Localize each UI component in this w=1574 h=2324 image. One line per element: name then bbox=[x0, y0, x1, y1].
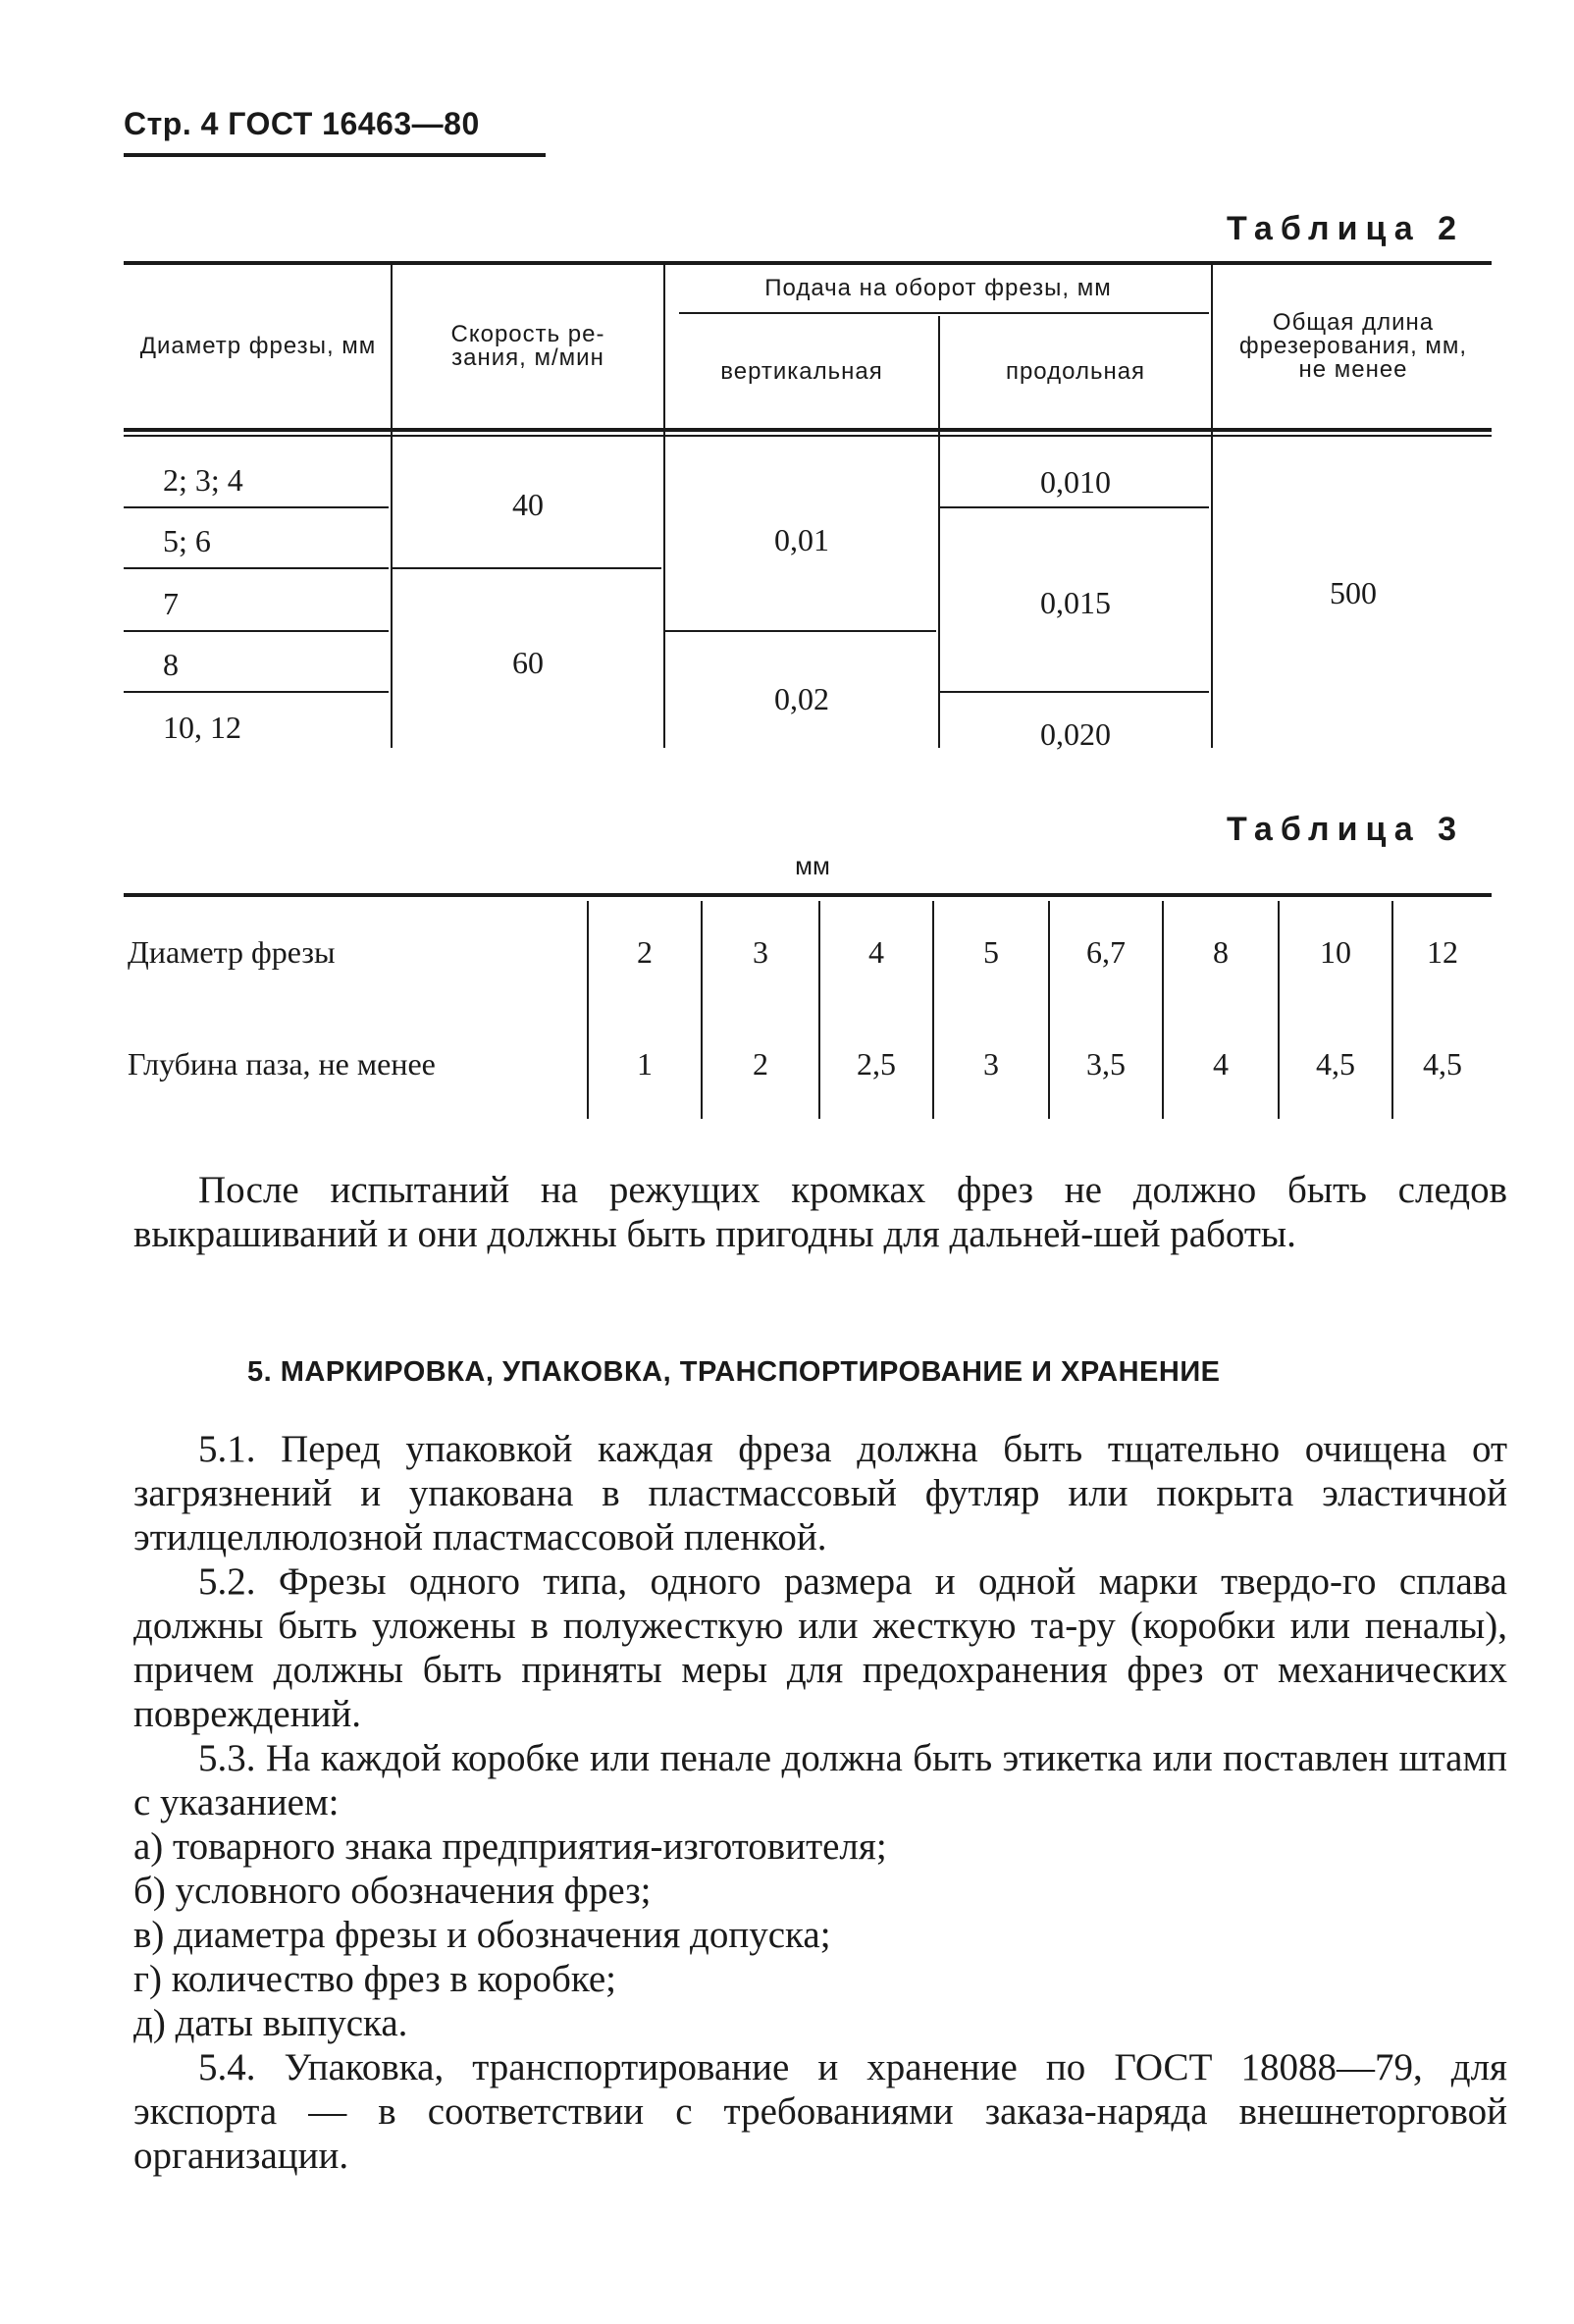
table2-diameter: 7 bbox=[163, 585, 179, 621]
section5-title: 5. МАРКИРОВКА, УПАКОВКА, ТРАНСПОРТИРОВАНИЕ И ХРАНЕНИЕ bbox=[247, 1356, 1221, 1388]
table3-cell: 3 bbox=[753, 933, 768, 970]
table2-header-feed-group: Подача на оборот фрезы, мм bbox=[764, 275, 1112, 301]
table2-sep bbox=[940, 506, 1209, 508]
table3-cell: 4,5 bbox=[1423, 1045, 1462, 1082]
table2-vertical-feed: 0,02 bbox=[774, 680, 829, 716]
table2-header-feed-longitudinal: продольная bbox=[1005, 358, 1146, 385]
table2-longitudinal-feed: 0,015 bbox=[1040, 584, 1111, 620]
table2-header-rule bbox=[124, 428, 1492, 432]
table2-header-rule-2 bbox=[124, 435, 1492, 437]
header-rule bbox=[124, 153, 546, 157]
table2-header-speed: Скорость ре-зания, м/мин bbox=[450, 321, 605, 371]
list-item: б) условного обозначения фрез; bbox=[133, 1870, 652, 1912]
table2-total-length: 500 bbox=[1330, 574, 1377, 610]
table2-feed-group-rule bbox=[679, 312, 1209, 314]
list-item: в) диаметра фрезы и обозначения допуска; bbox=[133, 1914, 831, 1956]
paragraph-after-tests-text: После испытаний на режущих кромках фрез не должно быть следов выкрашиваний и они должны быть пригодны для дальней-шей работы. bbox=[133, 1169, 1507, 1255]
table2-sep bbox=[124, 630, 389, 632]
table3-cell: 5 bbox=[983, 933, 999, 970]
table3-cell: 2,5 bbox=[857, 1045, 896, 1082]
table2-vline-3 bbox=[938, 316, 940, 748]
table2-diameter: 2; 3; 4 bbox=[163, 461, 243, 498]
paragraph-after-tests bbox=[133, 1168, 1507, 1256]
table3-unit: мм bbox=[795, 850, 830, 880]
table3-cell: 10 bbox=[1320, 933, 1351, 970]
table3-cell: 4 bbox=[1213, 1045, 1229, 1082]
table3-cell: 2 bbox=[753, 1045, 768, 1082]
table3-cell: 4,5 bbox=[1316, 1045, 1355, 1082]
paragraph-5-1: 5.1. Перед упаковкой каждая фреза должна быть тщательно очищена от загрязнений и упакована в пластмассовый футляр или покрыта эластичной этилцеллюлозной пластмассовой пленкой. bbox=[133, 1428, 1507, 1558]
table2-vline-1 bbox=[391, 265, 393, 748]
table2-longitudinal-feed: 0,010 bbox=[1040, 463, 1111, 500]
table2-vertical-feed: 0,01 bbox=[774, 521, 829, 557]
table3-caption: Таблица 3 bbox=[1227, 811, 1465, 848]
table3-cell: 3 bbox=[983, 1045, 999, 1082]
table2-header-feed-vertical: вертикальная bbox=[720, 358, 883, 385]
table2-speed: 40 bbox=[512, 486, 544, 522]
table3-cell: 6,7 bbox=[1086, 933, 1126, 970]
table3-top-rule bbox=[124, 893, 1492, 897]
table3-cell: 1 bbox=[637, 1045, 653, 1082]
table2-diameter: 10, 12 bbox=[163, 709, 241, 745]
paragraph-5-2: 5.2. Фрезы одного типа, одного размера и одной марки твердо-го сплава должны быть уложены в полужесткую или жесткую та-ру (коробки или пеналы), причем должны быть приняты меры для предохранения фрез от механических повреждений. bbox=[133, 1560, 1507, 1735]
table2-sep bbox=[124, 506, 389, 508]
table2-sep bbox=[940, 691, 1209, 693]
table2-header-total-length: Общая длина фрезерования, мм, не менее bbox=[1238, 309, 1468, 383]
table3-cell: 3,5 bbox=[1086, 1045, 1126, 1082]
paragraph-5-3: 5.3. На каждой коробке или пенале должна быть этикетка или поставлен штамп с указанием: bbox=[133, 1737, 1507, 1823]
table2-caption: Таблица 2 bbox=[1227, 210, 1465, 247]
table2-vline-2 bbox=[663, 265, 665, 748]
table3-cell: 8 bbox=[1213, 933, 1229, 970]
table2-diameter: 8 bbox=[163, 646, 179, 682]
table3-cell: 12 bbox=[1427, 933, 1458, 970]
table2-sep bbox=[124, 567, 389, 569]
table2-sep bbox=[124, 691, 389, 693]
list-item: а) товарного знака предприятия-изготовителя; bbox=[133, 1825, 887, 1868]
table3-row-label: Диаметр фрезы bbox=[128, 933, 336, 970]
table2-vline-4 bbox=[1211, 265, 1213, 748]
table2-longitudinal-feed: 0,020 bbox=[1040, 715, 1111, 752]
table2-sep bbox=[665, 630, 936, 632]
section5-body bbox=[133, 1427, 1507, 2178]
paragraph-5-4: 5.4. Упаковка, транспортирование и хранение по ГОСТ 18088—79, для экспорта — в соответствии с требованиями заказа-наряда внешнеторговой организации. bbox=[133, 2046, 1507, 2177]
table2-sep bbox=[393, 567, 661, 569]
table3-row-label: Глубина паза, не менее bbox=[128, 1045, 436, 1082]
list-item: г) количество фрез в коробке; bbox=[133, 1958, 616, 2000]
table3-cell: 4 bbox=[868, 933, 884, 970]
table2-header-diameter: Диаметр фрезы, мм bbox=[139, 333, 377, 359]
table2-diameter: 5; 6 bbox=[163, 522, 211, 558]
table3-cell: 2 bbox=[637, 933, 653, 970]
list-item: д) даты выпуска. bbox=[133, 2002, 408, 2044]
page-header: Стр. 4 ГОСТ 16463—80 bbox=[124, 106, 480, 141]
table2-speed: 60 bbox=[512, 644, 544, 680]
